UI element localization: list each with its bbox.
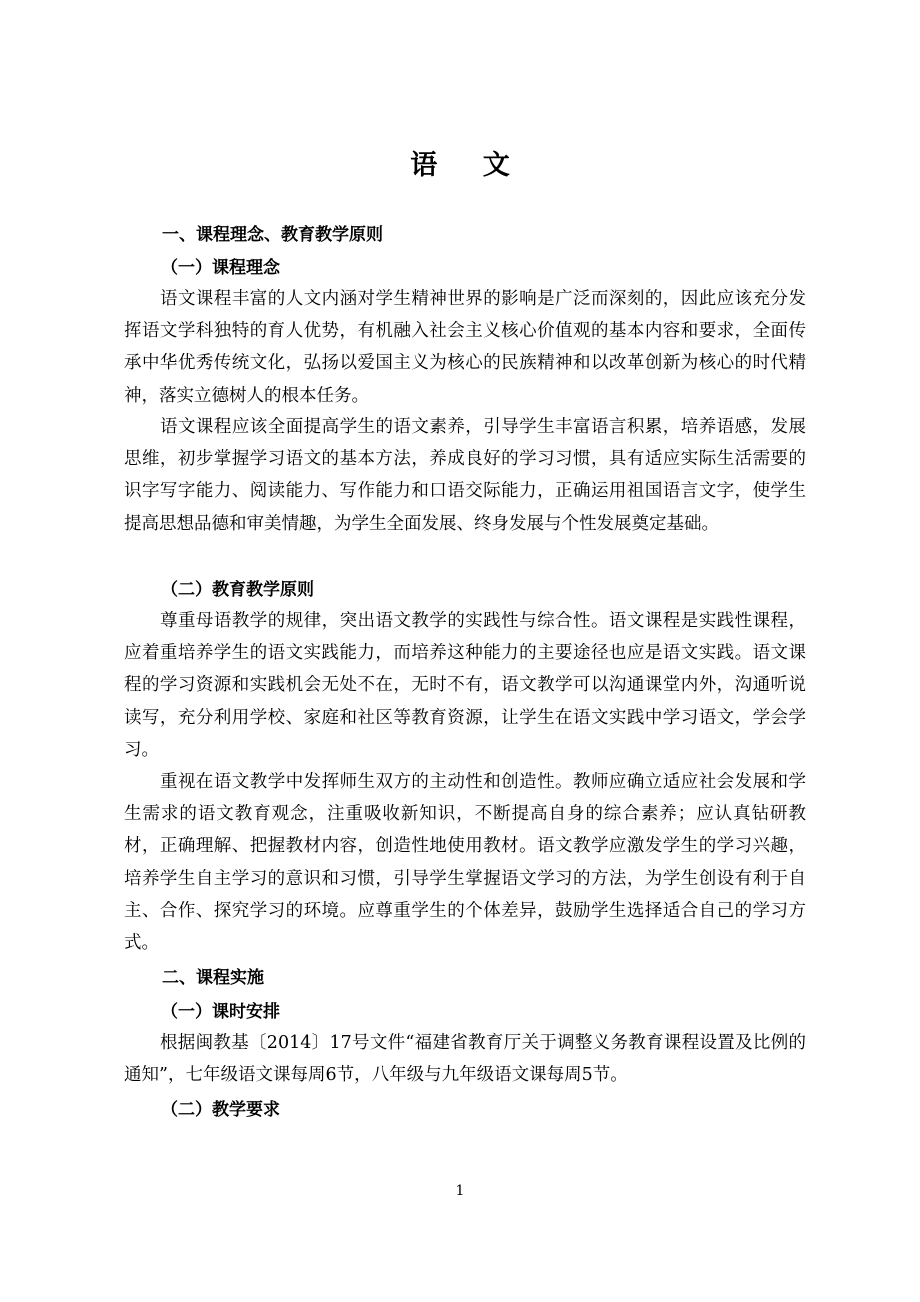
paragraph-curriculum-concept-2: 语文课程应该全面提高学生的语文素养，引导学生丰富语言积累，培养语感，发展思维，初步掌握学习语文的基本方法，养成良好的学习习惯，具有适应实际生活需要的识字写字能力、阅读能力、写作能力和口语交际能力，正确运用祖国语言文字，使学生提高思想品德和审美情趣，为学生全面发展、终身发展与个性发展奠定基础。 (124, 417, 806, 534)
subsection-heading-2-2: （二）教学要求 (161, 1100, 280, 1120)
section-heading-1: 一、课程理念、教育教学原则 (162, 225, 383, 245)
page-title: 语 文 (410, 150, 528, 181)
subsection-heading-2-1: （一）课时安排 (161, 1002, 280, 1022)
paragraph-curriculum-concept-1: 语文课程丰富的人文内涵对学生精神世界的影响是广泛而深刻的，因此应该充分发挥语文学科独特的育人优势，有机融入社会主义核心价值观的基本内容和要求，全面传承中华优秀传统文化，弘扬以爱国主义为核心的民族精神和以改革创新为核心的时代精神，落实立德树人的根本任务。 (124, 289, 806, 406)
paragraph-teaching-principle-1: 尊重母语教学的规律，突出语文教学的实践性与综合性。语文课程是实践性课程，应着重培养学生的语文实践能力，而培养这种能力的主要途径也应是语文实践。语文课程的学习资源和实践机会无处不在，无时不有，语文教学可以沟通课堂内外，沟通听说读写，充分利用学校、家庭和社区等教育资源，让学生在语文实践中学习语文，学会学习。 (124, 611, 806, 760)
paragraph-class-hours: 根据闽教基〔2014〕17号文件“福建省教育厅关于调整义务教育课程设置及比例的通知”，七年级语文课每周6节，八年级与九年级语文课每周5节。 (124, 1033, 806, 1086)
paragraph-teaching-principle-2: 重视在语文教学中发挥师生双方的主动性和创造性。教师应确立适应社会发展和学生需求的语文教育观念，注重吸收新知识，不断提高自身的综合素养；应认真钻研教材，正确理解、把握教材内容，创造性地使用教材。语文教学应激发学生的学习兴趣，培养学生自主学习的意识和习惯，引导学生掌握语文学习的方法，为学生创设有利于自主、合作、探究学习的环境。应尊重学生的个体差异，鼓励学生选择适合自己的学习方式。 (124, 772, 806, 954)
page-number: 1 (455, 1183, 465, 1199)
subsection-heading-1-2: （二）教育教学原则 (161, 580, 314, 600)
subsection-heading-1-1: （一）课程理念 (161, 258, 280, 278)
section-heading-2: 二、课程实施 (162, 968, 264, 988)
